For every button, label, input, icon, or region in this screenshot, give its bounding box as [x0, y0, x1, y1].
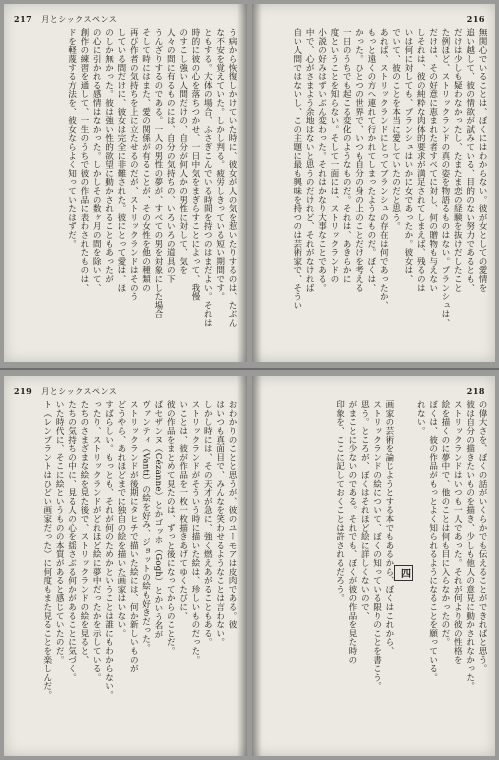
page-number: 218: [466, 386, 485, 396]
text-line: のすこし強い人間だけの、自分が何人かの男性に対して、気を: [177, 28, 188, 275]
text-line: すばらしい。もっとも、それが何のためかということは誰にもわからない。: [103, 400, 114, 700]
gutter-shadow: [252, 376, 262, 756]
text-line: たちの気持ちの中に、見る人の心を揺さぶる何かがあることに気づく。: [66, 400, 77, 682]
page-number: 219: [14, 386, 33, 396]
text-line: ストリックランドはいつも一人であった。それが何より彼の性格を: [452, 400, 463, 664]
text-line: おわかりのことと思うが、彼のユーモアは皮肉である。彼: [227, 400, 237, 629]
page-header: [467, 386, 485, 396]
text-line: 追い越して、彼の情欲が試みている、目的のない努力であるとも、: [464, 28, 475, 292]
text-line: しかし時には、その天才が急に、強く燃えあがることもある。: [202, 400, 213, 647]
text-line: 彼の作品をまとめて見たのは、ずっと後になってからのことだ。: [165, 400, 176, 656]
text-line: ばセザンヌ（Cézanne）とかゴッホ（Gogh）とかいう名が: [152, 400, 163, 639]
text-line: ト（レンブラントはひどい画家だった）に何度もまた見ることを楽しんだ。: [41, 400, 52, 700]
running-title: 月とシックスペンス: [41, 15, 118, 24]
text-line: ヴァンティ（Vanti）の絵を好み、ジョットの絵も好きだった。: [140, 400, 151, 653]
text-line: しそれは、彼の純粋な肉体的要求が満足されてしまえば、残るのは: [415, 28, 426, 292]
text-line: だけは、その好意に恵まれた者すべてに対し、何の贈物も与えない: [427, 28, 438, 292]
text-line: そして時にはまた、愛の関係が有ることが、その女性を他の種類の: [140, 28, 151, 292]
text-line: あれば、ストリックランドにとってブランシュの存在は何であったか、: [378, 28, 389, 310]
text-line: のしか無かった。彼は強い性的欲望に動かされることもあったが: [103, 28, 114, 284]
text-line: 絵を描くのに夢中で、他のことは何も目に入らなかったのだ。: [439, 400, 450, 647]
text-line: 一日のうちでも起こる変化のようなものだ。それは、あきらかに: [341, 28, 352, 284]
text-line: ストリックランドがそういう時に描いた絵は、珍しいものだった。: [189, 400, 200, 664]
text-line: いは何に対しても、ブランシュはいかに女であったか。彼女は、: [402, 28, 413, 284]
text-body: [12, 400, 237, 746]
page-header: [467, 14, 485, 24]
photo-divider: [0, 368, 499, 370]
gutter-shadow: [237, 376, 247, 756]
text-line: はいつも真面目で、みんなを笑わせるようなことは言わない。: [214, 400, 225, 647]
text-line: だけは少しも疑わなかったし、たまたま恋の経験を抜けだしたこと: [452, 28, 463, 292]
text-line: いことは、彼が作品を一枚一枚描きあげてゆくたびに、: [177, 400, 188, 620]
text-line: ストリックランドが後期にタヒチで描いた絵には、何か新しいものが: [128, 400, 139, 673]
text-line: している間だけに、彼女は完全に非難された。彼にとって愛は、ほ: [115, 28, 126, 292]
text-line: ストリックランドの絵について、ぼくの知っている限りのことを書こう。: [371, 400, 382, 691]
text-line: もっと遠くの方へ連れて行かれてしまったようなものだ。ぼくは、: [365, 28, 376, 292]
text-line: 中で、心がさまよう余地はないと思うのだけれど、それがなければ: [304, 28, 315, 292]
text-line: ともする。大体の場合、ふさぎこんでいる時間を持つのはまだよい。それは: [202, 28, 213, 328]
text-line: ぼくは、彼の作品がもっとよく知られるようになることを願っている。: [427, 400, 438, 682]
text-line: 印象を、ここに記しておくことは許されるだろう。: [334, 400, 345, 603]
text-line: ドを軽蔑する方法を、彼女ならよく知っていたはずだ。: [66, 28, 77, 248]
gutter-shadow: [237, 4, 247, 362]
text-line: いた時代に、そこに絵というものの本質があると感じていたのだ。: [54, 400, 65, 664]
page-header: [14, 14, 117, 25]
text-line: かった。ひとつの世界で、いつも自分の身の上のことだけを考える: [353, 28, 364, 292]
text-line: れない。: [415, 400, 426, 436]
text-body: [12, 28, 237, 352]
section-number: 四: [394, 565, 413, 581]
text-line: 小説の好みはずいぶん変わった。それはかなり大事なことである。: [316, 28, 327, 292]
text-line: がまことに少ないのである。それでも、ぼくが彼の作品を見た時の: [346, 400, 357, 664]
text-line: 思う。ところが、ぼくはそれほど絵に詳しくないので、: [359, 400, 370, 620]
text-line: 人々の間に有るものには、自分の気持ちの、いろいろの道具の下: [165, 28, 176, 284]
page-number: 217: [14, 14, 33, 24]
text-line: 創作の練習を通して、一生のうちで彼の作品に表わされたものは、: [78, 28, 89, 292]
running-title: 月とシックスペンス: [41, 387, 118, 396]
text-line: 度ということを知らない。そして一面には、ストリックランドの: [328, 28, 339, 284]
page-header: [14, 386, 117, 397]
page-217: [4, 4, 247, 362]
text-line: 再び作者の気持ちを上に立たせるのだが、ストリックランドはそのう: [128, 28, 139, 301]
page-218: [252, 376, 495, 756]
text-line: ったり、ストリックランドがどれほど絵に夢中だったかを示している。: [91, 400, 102, 682]
section-break: [395, 400, 413, 746]
text-line: う病から恢復しかけていた時に、彼女が人の気を惹いたりするのは、たぶん: [227, 28, 237, 328]
text-line: でいて、彼のことを本当に愛していたのだと思う。: [390, 28, 401, 231]
text-line: うんざりするのである。一人の男性の夢が、すべての男を対象にした場合: [152, 28, 163, 319]
text-body: [262, 28, 487, 352]
page-216: [252, 4, 495, 362]
text-line: の偉大さを、ぼくの話がいくらかでも伝えることができればと思う。: [477, 400, 487, 673]
page-219: [4, 376, 247, 756]
text-line: た例ほど、ストリックランドの真の姿を物語るものはない。ブランシュは、: [439, 28, 450, 328]
gutter-shadow: [252, 4, 262, 362]
text-line: 無関心でいることは、ぼくにはわからない。彼が女としての愛情を: [477, 28, 487, 292]
text-line: どうやら、あれほどまでに独自の絵を描いた画家はいない。: [115, 400, 126, 638]
page-number: 216: [466, 14, 485, 24]
text-line: な不安を覚えていた。しかし判る。疲労しきっている短い期間です。: [214, 28, 225, 301]
text-line: 画家の芸術を論じようとする本でもあるから、ぼくはこれから、: [383, 400, 394, 656]
text-line: 彼は自分の描きたいものを描き、少しも他人の意見に動かされなかった。: [464, 400, 475, 691]
text-line: 自い人間ではないし、この主題に最も興味を持つのは芸術家で、そうい: [291, 28, 302, 310]
text-line: の心に引かれる感情はなかった。しかしその数ヶ月の間を除いて、: [91, 28, 102, 292]
text-line: 時的に彼の心を落ちつかせ、一日中気をまぎらすことによって、我慢: [189, 28, 200, 301]
text-line: たちのさまざまな絵を見た後で、ストリックランドの絵を見ると、: [78, 400, 89, 664]
text-body: [262, 400, 487, 746]
